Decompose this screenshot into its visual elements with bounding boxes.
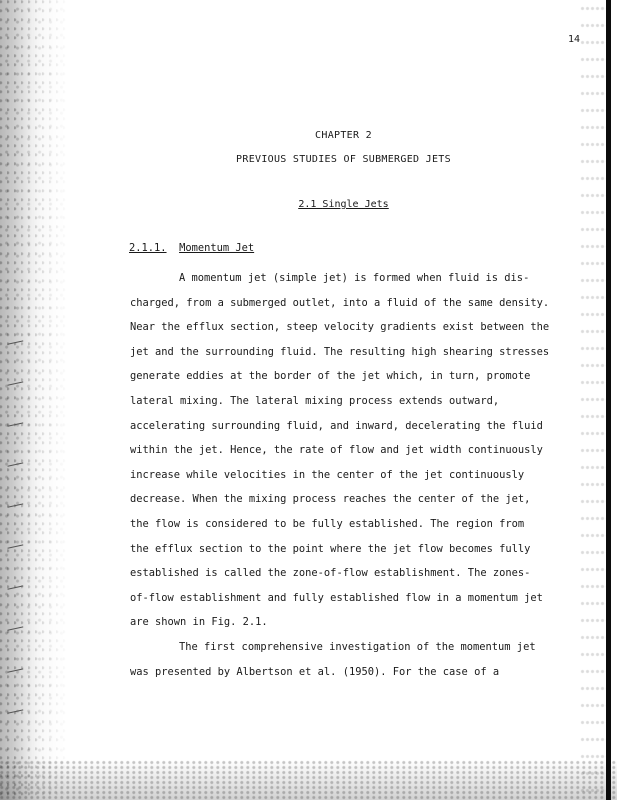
paragraph xyxy=(130,266,558,635)
chapter-title: PREVIOUS STUDIES OF SUBMERGED JETS xyxy=(236,154,451,165)
text-line: of-flow establishment and fully established flow in a momentum jet xyxy=(130,591,543,604)
paragraph xyxy=(130,635,558,684)
text-line: the efflux section to the point where the jet flow becomes fully xyxy=(130,542,531,555)
text-line: was presented by Albertson et al. (1950). For the case of a xyxy=(130,665,500,678)
body-text xyxy=(130,266,558,684)
chapter-label: CHAPTER 2 xyxy=(315,130,372,141)
subsection-title: Momentum Jet xyxy=(179,242,255,254)
scan-shadow-bottom xyxy=(0,760,617,800)
section-title: Single Jets xyxy=(322,199,389,210)
scan-shadow-left xyxy=(0,0,70,800)
text-line: A momentum jet (simple jet) is formed when fluid is dis- xyxy=(179,272,530,284)
section-number: 2.1 xyxy=(298,199,317,210)
text-line: within the jet. Hence, the rate of flow and jet width continuously xyxy=(130,444,543,457)
text-line: the flow is considered to be fully established. The region from xyxy=(130,517,525,530)
subsection-heading xyxy=(129,242,254,254)
section-heading xyxy=(0,199,617,210)
text-line: jet and the surrounding fluid. The resulting high shearing stresses xyxy=(130,345,550,358)
page-number: 14 xyxy=(567,34,580,45)
scan-edge-right xyxy=(606,0,611,800)
text-line: accelerating surrounding fluid, and inward, decelerating the fluid xyxy=(130,419,543,432)
scan-noise-right xyxy=(580,0,606,800)
subsection-number: 2.1.1. xyxy=(129,242,167,254)
text-line: increase while velocities in the center of the jet continuously xyxy=(130,468,525,481)
text-line: decrease. When the mixing process reaches the center of the jet, xyxy=(130,493,531,506)
text-line: lateral mixing. The lateral mixing process extends outward, xyxy=(130,394,500,407)
text-line: charged, from a submerged outlet, into a fluid of the same density. xyxy=(130,296,550,309)
text-line: established is called the zone-of-flow establishment. The zones- xyxy=(130,567,531,580)
text-line: The first comprehensive investigation of the momentum jet xyxy=(179,640,536,653)
text-line: are shown in Fig. 2.1. xyxy=(130,616,268,629)
text-line: Near the efflux section, steep velocity gradients exist between the xyxy=(130,321,550,334)
text-line: generate eddies at the border of the jet which, in turn, promote xyxy=(130,370,531,383)
